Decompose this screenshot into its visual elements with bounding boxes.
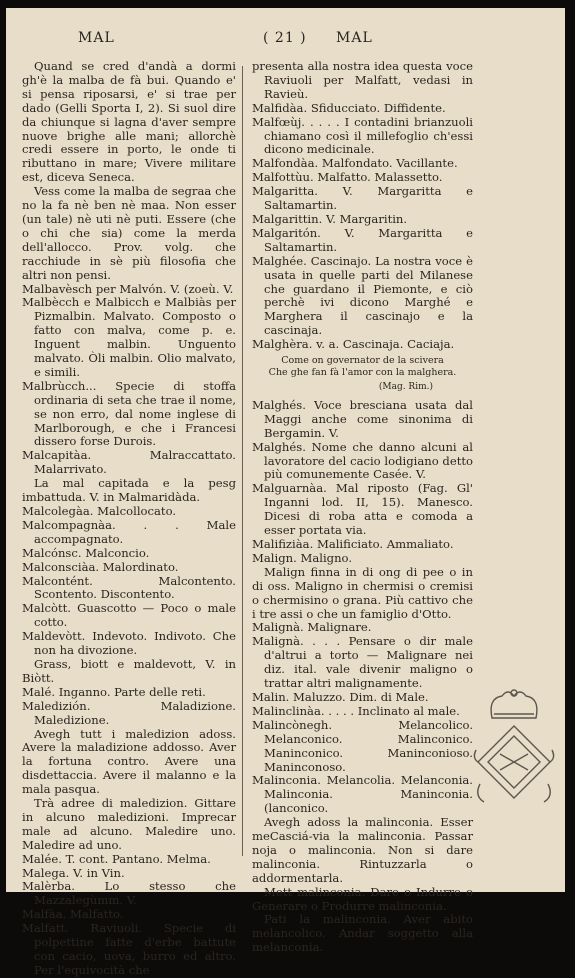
entry-paragraph: Malé. Inganno. Parte delle reti. bbox=[22, 684, 206, 699]
entry-paragraph: Malghée. Cascinajo. La nostra voce è usata in quelle parti del Milanese che guardano il Piemonte, e ciò perchè ivi dicono Marghé e Marghera il cascinajo e la cascinaja. bbox=[252, 253, 473, 338]
header-left: MAL bbox=[78, 30, 115, 46]
column-divider bbox=[242, 66, 243, 856]
entry-paragraph: Malbavèsch per Malvón. V. (zoeù. V. bbox=[22, 281, 234, 296]
entry-paragraph: Malinconia. Melancolia. Melanconia. Malinconia. Maninconia. (lanconico. bbox=[252, 773, 473, 816]
entry-paragraph: Malignà. Malignare. bbox=[252, 620, 372, 635]
entry-paragraph: (Mag. Rim.) bbox=[378, 382, 433, 393]
entry-paragraph: Pati la malinconia. Aver abito melancolico. Andar soggetto alla melanconia. bbox=[252, 912, 473, 955]
right-column bbox=[252, 60, 473, 955]
entry-paragraph: Quand se cred d'andà a dormi gh'è la malba de fà bui. Quando e' si pensa riposarsi, e' si trae per dado (Gelli Sporta I, 2). Si suol dire da chiunque si lagna d'aver sempre nuove brighe alle mani; allorchè credi essere in porto, le onde ti ributtano in mare; Vivere militare est, diceva Seneca. bbox=[22, 59, 236, 185]
page-number: ( 21 ) bbox=[263, 30, 307, 46]
entry-paragraph: Malign finna in di ong di pee o in di oss. Maligno in chermisi o cremisi o chermisino o grana. Più cattivo che i tre assi o che un famiglio d'Otto. bbox=[252, 564, 473, 621]
entry-paragraph: Mett malinconia. Dare o Indurre o Generare o Produrre malinconia. bbox=[252, 884, 473, 913]
entry-paragraph: Malfœùj. . . . . I contadini brianzuoli chiamano così il millefoglio ch'essi dicono medicinale. bbox=[252, 114, 473, 157]
entry-paragraph: Malfidàa. Sfiducciato. Diffidente. bbox=[252, 100, 446, 115]
entry-paragraph: Malinclinàa. . . . . Inclinato al male. bbox=[252, 703, 460, 718]
entry-paragraph: Malfatt. Raviuoli. Specie di polpettine fatte d'erbe battute con cacio, uova, burro ed altro. Per l'equivocità che bbox=[22, 921, 236, 977]
entry-paragraph: Malèrba. Lo stesso che Mazzalegùmm. V. bbox=[22, 879, 236, 908]
entry-paragraph: Malignà. . . . Pensare o dir male d'altrui a torto — Malignare nei diz. ital. vale divenir maligno o trattar altri malignamente. bbox=[252, 634, 473, 691]
entry-paragraph: Malincònegh. Melancolico. Melanconico. Malinconico. Maninconico. Maninconioso. Maninconoso. bbox=[252, 717, 473, 774]
book-page bbox=[6, 8, 565, 977]
entry-paragraph: Malcónsc. Malconcio. bbox=[22, 545, 150, 560]
left-column bbox=[22, 60, 236, 978]
entry-paragraph: La mal capitada e la pesg imbattuda. V. in Malmaridàda. bbox=[22, 476, 236, 505]
running-header bbox=[6, 30, 565, 54]
entry-paragraph: Maledizión. Maladizione. Maledizione. bbox=[22, 698, 236, 727]
entry-paragraph: Malcontént. Malcontento. Scontento. Discontento. bbox=[22, 573, 236, 602]
entry-paragraph: Malgaritta. V. Margaritta e Saltamartin. bbox=[252, 184, 473, 213]
entry-paragraph: Malega. V. in Vin. bbox=[22, 865, 125, 880]
entry-paragraph: Malign. Maligno. bbox=[252, 550, 353, 565]
entry-paragraph: Malcapitàa. Malraccattato. Malarrivato. bbox=[22, 448, 236, 477]
entry-paragraph: Malconsciàa. Malordinato. bbox=[22, 559, 179, 574]
entry-paragraph: Malifiziàa. Malificiato. Ammaliato. bbox=[252, 537, 454, 551]
entry-paragraph: Maldevòtt. Indevoto. Indivoto. Che non ha divozione. bbox=[22, 629, 236, 658]
entry-paragraph: Malgaritón. V. Margaritta e Saltamartin. bbox=[252, 225, 473, 254]
entry-paragraph: Avegh tutt i maledizion adoss. Avere la maladizione addosso. Aver la fortuna contro. Avere una disdettaccia. Avere il malanno e la mala pasqua. bbox=[22, 726, 236, 797]
entry-paragraph: Grass, biott e maldevott, V. in Biòtt. bbox=[22, 656, 236, 685]
entry-paragraph: Malée. T. cont. Pantano. Melma. bbox=[22, 851, 211, 866]
entry-paragraph: Malcolegàa. Malcollocato. bbox=[22, 504, 177, 518]
entry-paragraph: Malbècch e Malbicch e Malbiàs per Pizmalbin. Malvato. Composto o fatto con malva, come p. e. Inguent malbin. Unguento malvato. Òli malbin. Olio malvato, e simili. bbox=[22, 295, 236, 379]
entry-paragraph: Malcompagnàa. . . Male accompagnato. bbox=[22, 517, 236, 546]
entry-paragraph: Malghèra. v. a. Cascinaja. Caciaja. bbox=[252, 337, 455, 352]
entry-paragraph: Come on governator de la scivera Che ghe fan fà l'amor con la malghera. bbox=[268, 355, 457, 379]
entry-paragraph: Malghés. Voce bresciana usata dal Maggi anche come sinonima di Bergamin. V. bbox=[252, 397, 473, 440]
entry-paragraph: Malghés. Nome che danno alcuni al lavoratore del cacio lodigiano detto più comunemente Casée. V. bbox=[252, 439, 473, 482]
entry-paragraph: Malfottùu. Malfatto. Malassetto. bbox=[252, 170, 443, 185]
entry-paragraph: Trà adree di maledizion. Gittare in alcuno maledizioni. Imprecar male ad alcuno. Maledire uno. Maledire ad uno. bbox=[22, 796, 236, 852]
entry-paragraph: Malgarittin. V. Margaritin. bbox=[252, 211, 408, 226]
entry-paragraph: presenta alla nostra idea questa voce Raviuoli per Malfatt, vedasi in Ravieù. bbox=[252, 59, 473, 101]
entry-paragraph: Malfondàa. Malfondato. Vacillante. bbox=[252, 156, 458, 171]
entry-paragraph: Avegh adoss la malinconia. Esser meCasciá-via la malinconia. Passar noja o malinconia. Non si dare malinconia. Rintuzzarla o addormentarla. bbox=[252, 815, 473, 885]
entry-paragraph: Malfàa. Malfatto. bbox=[22, 907, 124, 922]
entry-paragraph: Vess come la malba de segraa che no la fa nè ben nè maa. Non esser (un tale) nè uti nè puti. Essere (che o chi che sia) come la merda dell'allocco. Prov. volg. che racchiude in sè più filosofia che altri non pensi. bbox=[22, 184, 236, 282]
header-right: MAL bbox=[336, 30, 373, 46]
entry-paragraph: Malcòtt. Guascotto — Poco o male cotto. bbox=[22, 601, 236, 630]
entry-paragraph: Malin. Maluzzo. Dim. di Male. bbox=[252, 689, 429, 704]
entry-paragraph: Malbrùcch... Specie di stoffa ordinaria di seta che trae il nome, se non erro, dal nome inglese di Marlborough, e che i Francesi dissero forse Durois. bbox=[22, 378, 236, 449]
entry-paragraph: Malguarnàa. Mal riposto (Fag. Gl' Inganni lod. II, 15). Manesco. Dicesi di roba atta e comoda a esser portata via. bbox=[252, 481, 473, 538]
library-stamp bbox=[468, 684, 560, 816]
